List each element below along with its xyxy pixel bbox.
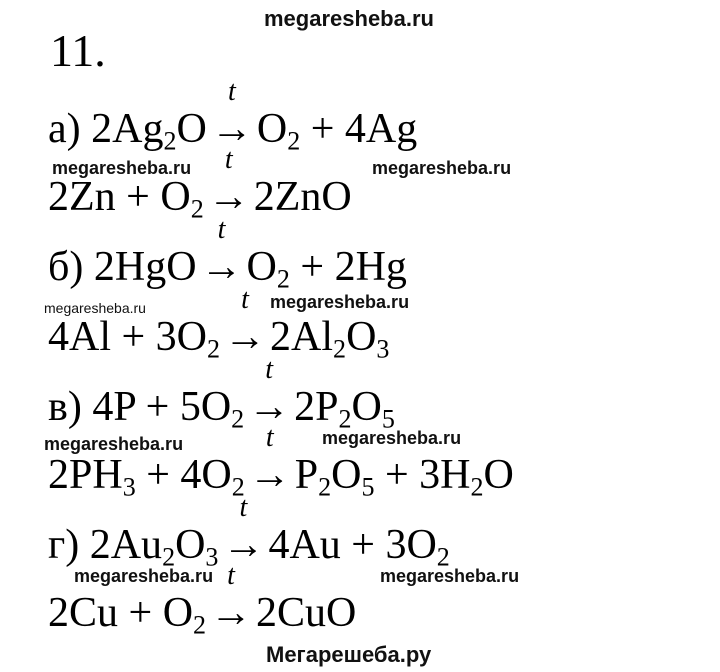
- subscript: 2: [318, 472, 332, 502]
- formula-text: 4P + 5O: [92, 384, 232, 430]
- subscript: 2: [163, 126, 177, 156]
- equation-line: [48, 214, 407, 294]
- formula-text: O: [256, 106, 288, 152]
- watermark: megaresheba.ru: [380, 566, 520, 586]
- reaction-arrow: [220, 284, 270, 360]
- arrow-symbol: →: [248, 452, 291, 498]
- formula-text: O: [176, 106, 207, 152]
- equation-line: [48, 492, 450, 572]
- item-label: а): [48, 106, 92, 152]
- subscript: 2: [193, 610, 207, 640]
- heating-condition: t: [224, 144, 233, 175]
- subscript: 3: [376, 334, 390, 364]
- item-label: г): [48, 522, 90, 568]
- subscript: 2: [470, 472, 484, 502]
- subscript: 2: [231, 404, 245, 434]
- heating-condition: t: [227, 560, 235, 591]
- formula-text: 4Au + 3O: [268, 522, 437, 568]
- watermark: megaresheba.ru: [44, 300, 146, 316]
- watermark: megaresheba.ru: [74, 566, 214, 586]
- arrow-symbol: →: [224, 314, 267, 360]
- header-watermark: megaresheba.ru: [264, 6, 434, 31]
- footer-watermark: Мегарешеба.ру: [266, 642, 432, 667]
- reaction-arrow: [245, 422, 295, 498]
- formula-text: P: [294, 452, 319, 498]
- formula-text: O: [351, 384, 382, 430]
- heating-condition: t: [265, 354, 274, 385]
- formula-text: + 4O: [135, 452, 232, 498]
- watermark: megaresheba.ru: [44, 434, 184, 454]
- heating-condition: t: [241, 284, 249, 315]
- subscript: 2: [333, 334, 347, 364]
- formula-text: 2P: [294, 384, 339, 430]
- formula-text: 2CuO: [256, 590, 357, 636]
- formula-text: O: [346, 314, 377, 360]
- heating-condition: t: [265, 422, 274, 453]
- formula-text: + 2Hg: [289, 244, 407, 290]
- formula-text: 2Cu + O: [48, 590, 194, 636]
- formula-text: O: [246, 244, 277, 290]
- item-label: в): [48, 384, 93, 430]
- reaction-arrow: [204, 144, 254, 220]
- formula-text: 4Al + 3O: [48, 314, 208, 360]
- item-label: б): [48, 244, 94, 290]
- formula-text: 2PH: [48, 452, 123, 498]
- reaction-arrow: [197, 214, 247, 290]
- subscript: 5: [361, 472, 375, 502]
- arrow-symbol: →: [222, 522, 265, 568]
- subscript: 3: [122, 472, 136, 502]
- formula-text: O: [175, 522, 206, 568]
- watermark: megaresheba.ru: [322, 428, 462, 448]
- arrow-symbol: →: [248, 384, 291, 430]
- arrow-symbol: →: [200, 244, 243, 290]
- subscript: 2: [207, 334, 221, 364]
- arrow-symbol: →: [210, 106, 253, 152]
- heating-condition: t: [239, 492, 248, 523]
- formula-text: O: [483, 452, 514, 498]
- task-number: 11.: [50, 25, 106, 76]
- watermark: megaresheba.ru: [270, 292, 410, 312]
- formula-text: 2HgO: [93, 244, 197, 290]
- watermark: megaresheba.ru: [372, 158, 512, 178]
- arrow-symbol: →: [207, 174, 250, 220]
- formula-text: 2Ag: [91, 106, 164, 152]
- arrow-symbol: →: [210, 590, 253, 636]
- formula-text: + 4Ag: [300, 106, 418, 152]
- subscript: 3: [205, 542, 219, 572]
- reaction-arrow: [218, 492, 268, 568]
- formula-text: 2Zn + O: [48, 174, 191, 220]
- watermark: megaresheba.ru: [52, 158, 192, 178]
- subscript: 2: [276, 264, 290, 294]
- subscript: 2: [162, 542, 176, 572]
- equation-line: [48, 354, 395, 434]
- subscript: 5: [381, 404, 395, 434]
- formula-text: + 3H: [374, 452, 471, 498]
- heating-condition: t: [227, 76, 236, 107]
- subscript: 2: [231, 472, 245, 502]
- formula-text: 2ZnO: [253, 174, 352, 220]
- formula-text: O: [331, 452, 362, 498]
- subscript: 2: [190, 194, 204, 224]
- formula-text: 2Au: [89, 522, 163, 568]
- subscript: 2: [287, 126, 301, 156]
- subscript: 2: [436, 542, 450, 572]
- formula-text: 2Al: [270, 314, 334, 360]
- subscript: 2: [338, 404, 352, 434]
- heating-condition: t: [217, 214, 226, 245]
- reaction-arrow: [206, 560, 256, 636]
